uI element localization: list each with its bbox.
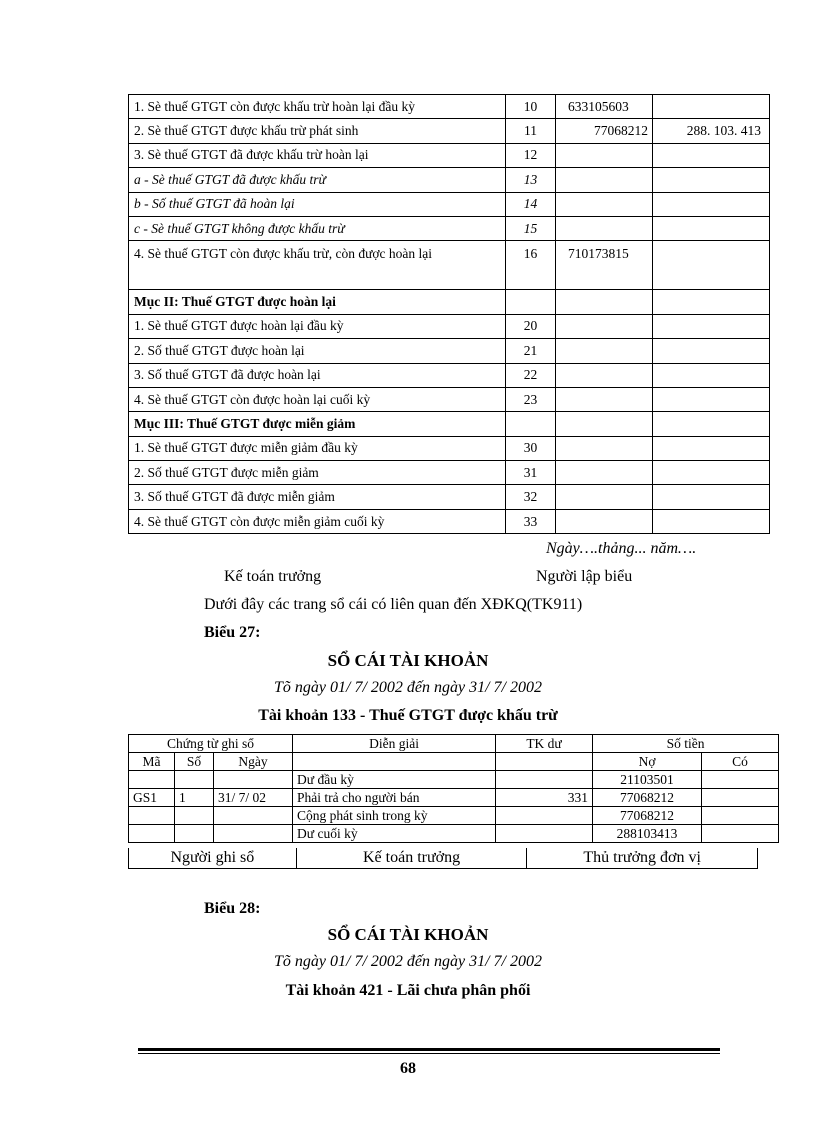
summary-row xyxy=(129,363,770,387)
row-label: 1. Sè thuế GTGT được hoàn lại đầu kỳ xyxy=(129,314,506,338)
ledger-desc: Dư đầu kỳ xyxy=(293,771,496,789)
ledger-code xyxy=(129,807,175,825)
ledger-desc: Dư cuối kỳ xyxy=(293,825,496,843)
row-label: 1. Sè thuế GTGT còn được khấu trừ hoàn lại đầu kỳ xyxy=(129,95,506,119)
row-label: Mục III: Thuế GTGT được miễn giảm xyxy=(129,412,506,436)
footer-rule-thick xyxy=(138,1048,720,1051)
summary-row xyxy=(129,412,770,436)
ledger-credit xyxy=(702,771,779,789)
row-value-1 xyxy=(556,216,653,240)
row-value-1 xyxy=(556,412,653,436)
row-code: 32 xyxy=(506,485,556,509)
form27-label: Biểu 27: xyxy=(204,624,261,641)
footer-rule-thin xyxy=(138,1053,720,1054)
row-label: 3. Số thuế GTGT đã được miễn giảm xyxy=(129,485,506,509)
header-description: Diễn giải xyxy=(293,735,496,753)
signature-row xyxy=(128,848,758,869)
ledger-row xyxy=(129,771,779,789)
summary-row xyxy=(129,436,770,460)
form27-account: Tài khoản 133 - Thuế GTGT được khấu trừ xyxy=(258,707,558,724)
row-value-2 xyxy=(653,412,770,436)
ledger-credit xyxy=(702,789,779,807)
row-value-2 xyxy=(653,192,770,216)
ledger-debit: 21103501 xyxy=(593,771,702,789)
header-voucher: Chứng từ ghi sổ xyxy=(129,735,293,753)
ledger-debit: 77068212 xyxy=(593,789,702,807)
header-credit: Có xyxy=(702,753,779,771)
row-value-1 xyxy=(556,363,653,387)
row-value-1 xyxy=(556,461,653,485)
row-label: 3. Số thuế GTGT đã được hoàn lại xyxy=(129,363,506,387)
row-value-2 xyxy=(653,387,770,411)
row-value-2 xyxy=(653,339,770,363)
row-label: b - Số thuế GTGT đã hoàn lại xyxy=(129,192,506,216)
row-value-1 xyxy=(556,143,653,167)
summary-row xyxy=(129,241,770,290)
row-label: c - Sè thuế GTGT không được khấu trừ xyxy=(129,216,506,240)
row-code: 10 xyxy=(506,95,556,119)
summary-row xyxy=(129,168,770,192)
row-value-2 xyxy=(653,314,770,338)
header-debit: Nợ xyxy=(593,753,702,771)
row-code: 16 xyxy=(506,241,556,290)
vat-summary-table xyxy=(128,94,770,534)
ledger-contra xyxy=(496,807,593,825)
row-code: 23 xyxy=(506,387,556,411)
row-label: 1. Sè thuế GTGT được miễn giảm đầu kỳ xyxy=(129,436,506,460)
row-label: 2. Sè thuế GTGT được khấu trừ phát sinh xyxy=(129,119,506,143)
row-value-2 xyxy=(653,436,770,460)
ledger-no xyxy=(175,825,214,843)
ledger-contra xyxy=(496,771,593,789)
row-code xyxy=(506,412,556,436)
row-code: 33 xyxy=(506,509,556,533)
ledger-table-133 xyxy=(128,734,779,843)
row-code: 13 xyxy=(506,168,556,192)
row-value-2: 288. 103. 413 xyxy=(653,119,770,143)
header-number: Số xyxy=(175,753,214,771)
form28-label: Biểu 28: xyxy=(204,900,261,917)
summary-row xyxy=(129,509,770,533)
ledger-no: 1 xyxy=(175,789,214,807)
ledger-row xyxy=(129,807,779,825)
row-value-1 xyxy=(556,168,653,192)
signer-chief-accountant: Kế toán trưởng xyxy=(224,568,322,585)
summary-row xyxy=(129,95,770,119)
ledger-date xyxy=(214,771,293,789)
row-code: 20 xyxy=(506,314,556,338)
ledger-credit xyxy=(702,825,779,843)
summary-row xyxy=(129,461,770,485)
row-value-1 xyxy=(556,314,653,338)
summary-row xyxy=(129,192,770,216)
row-value-2 xyxy=(653,216,770,240)
ledger-code xyxy=(129,771,175,789)
ledger-desc: Cộng phát sinh trong kỳ xyxy=(293,807,496,825)
row-code: 22 xyxy=(506,363,556,387)
form28-title: SỔ CÁI TÀI KHOẢN xyxy=(327,925,489,944)
row-value-1: 710173815 xyxy=(556,241,653,290)
signer-preparer: Người lập biểu xyxy=(536,568,633,585)
page-number: 68 xyxy=(400,1060,416,1077)
row-value-2 xyxy=(653,241,770,290)
row-code: 12 xyxy=(506,143,556,167)
row-code: 30 xyxy=(506,436,556,460)
header-amount: Số tiền xyxy=(593,735,779,753)
row-label: 4. Sè thuế GTGT còn được hoàn lại cuối kỳ xyxy=(129,387,506,411)
form28-period: Tõ ngày 01/ 7/ 2002 đến ngày 31/ 7/ 2002 xyxy=(274,953,542,970)
row-value-1 xyxy=(556,436,653,460)
row-value-2 xyxy=(653,363,770,387)
ledger-code xyxy=(129,825,175,843)
row-code: 21 xyxy=(506,339,556,363)
row-label: 3. Sè thuế GTGT đã được khấu trừ hoàn lại xyxy=(129,143,506,167)
row-value-2 xyxy=(653,509,770,533)
summary-row xyxy=(129,290,770,314)
summary-row xyxy=(129,485,770,509)
summary-row xyxy=(129,339,770,363)
ledger-no xyxy=(175,807,214,825)
row-value-2 xyxy=(653,461,770,485)
date-line: Ngày….thảng... năm…. xyxy=(546,540,697,557)
ledger-date xyxy=(214,825,293,843)
row-code: 14 xyxy=(506,192,556,216)
row-value-1 xyxy=(556,339,653,363)
form27-title: SỔ CÁI TÀI KHOẢN xyxy=(327,651,489,670)
row-label: a - Sè thuế GTGT đã được khấu trừ xyxy=(129,168,506,192)
ledger-row xyxy=(129,825,779,843)
row-value-1 xyxy=(556,485,653,509)
row-value-1 xyxy=(556,290,653,314)
ledger-debit: 288103413 xyxy=(593,825,702,843)
header-date: Ngày xyxy=(214,753,293,771)
row-code: 31 xyxy=(506,461,556,485)
row-code: 15 xyxy=(506,216,556,240)
ledger-code: GS1 xyxy=(129,789,175,807)
ledger-row xyxy=(129,789,779,807)
summary-row xyxy=(129,314,770,338)
header-contra-account: TK dư xyxy=(496,735,593,753)
ledger-desc: Phải trả cho người bán xyxy=(293,789,496,807)
row-label: 4. Sè thuế GTGT còn được khấu trừ, còn được hoàn lại xyxy=(129,241,506,290)
row-label: Mục II: Thuế GTGT được hoàn lại xyxy=(129,290,506,314)
row-value-1 xyxy=(556,387,653,411)
form28-account: Tài khoản 421 - Lãi chưa phân phối xyxy=(285,982,531,999)
row-label: 2. Số thuế GTGT được miễn giảm xyxy=(129,461,506,485)
row-label: 4. Sè thuế GTGT còn được miễn giảm cuối kỳ xyxy=(129,509,506,533)
row-code: 11 xyxy=(506,119,556,143)
summary-row xyxy=(129,143,770,167)
row-value-1: 633105603 xyxy=(556,95,653,119)
row-label: 2. Số thuế GTGT được hoàn lại xyxy=(129,339,506,363)
row-value-2 xyxy=(653,485,770,509)
form27-period: Tõ ngày 01/ 7/ 2002 đến ngày 31/ 7/ 2002 xyxy=(274,679,542,696)
row-value-1 xyxy=(556,192,653,216)
summary-row xyxy=(129,216,770,240)
row-value-2 xyxy=(653,143,770,167)
intro-text: Dưới đây các trang sổ cái có liên quan đến XĐKQ(TK911) xyxy=(204,596,583,613)
row-value-2 xyxy=(653,168,770,192)
summary-row xyxy=(129,119,770,143)
ledger-contra: 331 xyxy=(496,789,593,807)
row-value-2 xyxy=(653,95,770,119)
summary-row xyxy=(129,387,770,411)
row-value-1: 77068212 xyxy=(556,119,653,143)
ledger-credit xyxy=(702,807,779,825)
ledger-date: 31/ 7/ 02 xyxy=(214,789,293,807)
ledger-no xyxy=(175,771,214,789)
row-value-1 xyxy=(556,509,653,533)
ledger-date xyxy=(214,807,293,825)
signature-head: Thủ trưởng đơn vị xyxy=(527,848,758,869)
ledger-debit: 77068212 xyxy=(593,807,702,825)
row-code xyxy=(506,290,556,314)
signature-chief-accountant: Kế toán trưởng xyxy=(296,848,527,869)
header-code: Mã xyxy=(129,753,175,771)
ledger-contra xyxy=(496,825,593,843)
row-value-2 xyxy=(653,290,770,314)
signature-recorder: Người ghi sổ xyxy=(129,848,297,869)
